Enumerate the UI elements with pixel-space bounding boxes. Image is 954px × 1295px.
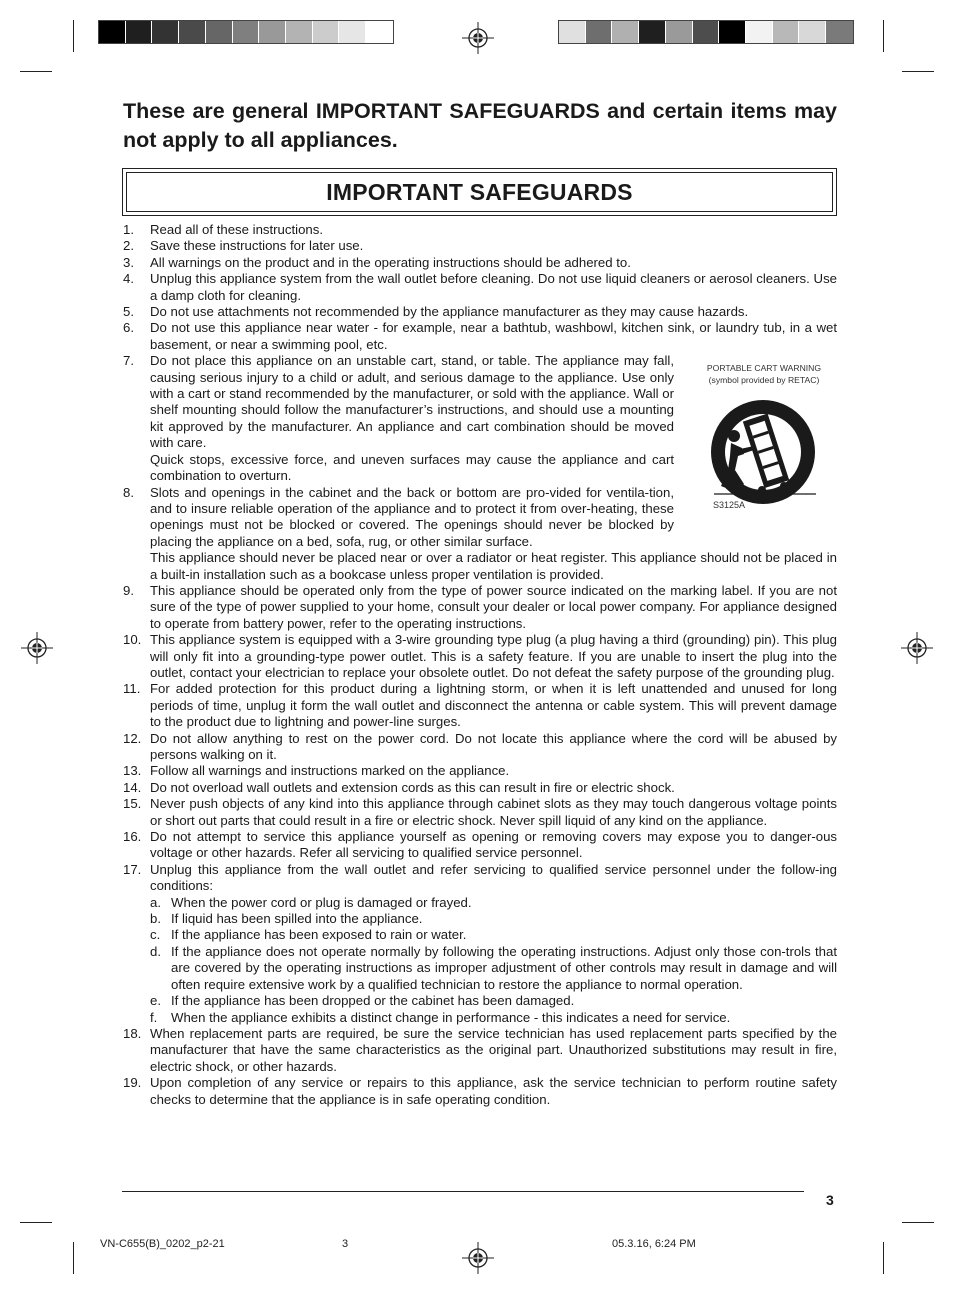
general-safeguards-heading: These are general IMPORTANT SAFEGUARDS and certain items may not apply to all appliances. (123, 99, 837, 152)
sub-item-text: When the appliance exhibits a distinct change in performance - this indicates a need for service. (171, 1009, 731, 1025)
sub-list-item (150, 1010, 837, 1026)
item-number: 16. (123, 829, 142, 845)
item-text: Never push objects of any kind into this appliance through cabinet slots as they may touch dangerous voltage points or short out parts that could result in a fire or electric shock. Never spill liquid of any kind on the appliance. (150, 796, 837, 828)
color-swatch (233, 21, 260, 43)
item-text: When replacement parts are required, be sure the service technician has used replacement parts specified by the manufacturer that have the same characteristics as the original part. Unauthorized substitutions may result in fire, electric shock, or other hazards. (150, 1025, 837, 1074)
list-item (123, 271, 837, 304)
crop-mark (20, 1222, 52, 1223)
item-text: Slots and openings in the cabinet and the back or bottom are pro-vided for ventila-tion, and to insure reliable operation of the appliance and to protect it from over-heating, these openings must not be blocked or covered. The openings should never be blocked by placing the appliance on a bed, sofa, rug, or other similar surface. (150, 484, 674, 549)
color-swatch (99, 21, 126, 43)
item-text: Do not attempt to service this appliance yourself as opening or removing covers may expose you to danger-ous voltage or other hazards. Refer all servicing to qualified service personnel. (150, 829, 837, 861)
list-item (123, 255, 837, 271)
item-text: All warnings on the product and in the operating instructions should be adhered to. (150, 254, 631, 270)
item-number: 11. (123, 681, 141, 697)
list-item (123, 1075, 837, 1108)
color-swatch (286, 21, 313, 43)
color-swatch (366, 21, 393, 43)
item-text: This appliance should be operated only from the type of power source indicated on the marking label. If you are not sure of the type of power supplied to your home, consult your dealer or local power company. For appliance designed to operate from battery power, refer to the operating instructions. (150, 582, 837, 631)
registration-mark-icon (462, 1242, 494, 1274)
color-swatch (259, 21, 286, 43)
crop-mark (73, 20, 74, 52)
color-bar-right (558, 20, 854, 44)
color-swatch (586, 21, 613, 43)
footer-date: 05.3.16, 6:24 PM (612, 1238, 696, 1250)
item-number: 13. (123, 763, 142, 779)
list-item (123, 763, 837, 779)
sub-item-text: If the appliance has been exposed to rain or water. (171, 927, 467, 943)
color-swatch (719, 21, 746, 43)
color-swatch (639, 21, 666, 43)
sub-item-text: If the appliance does not operate normally by following the operating instructions. Adjust only those con-trols that are covered by the operating instructions as improper adjustment of other controls may result in damage and will often require extensive work by a qualified technician to restore the appliance to normal operation. (171, 943, 837, 992)
list-item (123, 829, 837, 862)
item-number: 12. (123, 730, 142, 746)
sub-list-item (150, 927, 837, 943)
color-swatch (126, 21, 153, 43)
color-swatch (339, 21, 366, 43)
sub-item-letter: b. (150, 911, 161, 927)
color-swatch (559, 21, 586, 43)
item-text: Do not place this appliance on an unstable cart, stand, or table. The appliance may fall, causing serious injury to a child or adult, and serious damage to the appliance. Use only with a cart or stand recommended by the manufacturer, or sold with the appliance. Wall or shelf mounting should follow the manufacturer’s instructions, and should use a mounting kit approved by the manufacturer. An appliance and cart combination should be moved with care. (150, 353, 674, 451)
list-item (123, 780, 837, 796)
item-text-continued: This appliance should never be placed near or over a radiator or heat register. This appliance should not be placed in a built-in installation such as a bookcase unless proper ventilation is provided. (150, 550, 837, 582)
item-number: 2. (123, 238, 134, 254)
sub-list-item (150, 944, 837, 993)
page-number: 3 (826, 1192, 834, 1208)
crop-mark (20, 71, 52, 72)
list-item (123, 731, 837, 764)
item-text: Save these instructions for later use. (150, 238, 364, 254)
item-number: 4. (123, 271, 134, 287)
item-number: 19. (123, 1075, 142, 1091)
sub-item-letter: d. (150, 943, 161, 959)
color-bar-left (98, 20, 394, 44)
item-text: Unplug this appliance system from the wall outlet before cleaning. Do not use liquid cleaners or aerosol cleaners. Use a damp cloth for cleaning. (150, 271, 837, 303)
list-item (123, 583, 837, 632)
list-item (123, 862, 837, 1026)
footer-file-name: VN-C655(B)_0202_p2-21 (100, 1238, 225, 1250)
item-number: 18. (123, 1025, 142, 1041)
item-text: Upon completion of any service or repairs to this appliance, ask the service technician to perform routine safety checks to determine that the appliance is in safe operating condition. (150, 1075, 837, 1107)
item-text: Do not allow anything to rest on the power cord. Do not locate this appliance where the cord will be abused by persons walking on it. (150, 730, 837, 762)
color-swatch (612, 21, 639, 43)
list-item (123, 353, 837, 484)
list-item (123, 485, 837, 583)
item-text: For added protection for this product during a lightning storm, or when it is left unattended and unused for long periods of time, unplug it form the wall outlet and disconnect the antenna or cable system. This will prevent damage to the product due to lightning and power-line surges. (150, 681, 837, 730)
item-number: 17. (123, 861, 142, 877)
title-box (122, 168, 837, 216)
color-swatch (799, 21, 826, 43)
sub-item-letter: f. (150, 1009, 158, 1025)
sub-item-letter: c. (150, 927, 161, 943)
color-swatch (693, 21, 720, 43)
crop-mark (883, 1242, 884, 1274)
item-number: 15. (123, 796, 142, 812)
crop-mark (902, 1222, 934, 1223)
color-swatch (666, 21, 693, 43)
registration-mark-icon (901, 632, 933, 664)
color-swatch (206, 21, 233, 43)
item-number: 5. (123, 304, 134, 320)
color-swatch (773, 21, 800, 43)
item-number: 7. (123, 353, 134, 369)
list-item (123, 222, 837, 238)
item-text: This appliance system is equipped with a 3-wire grounding type plug (a plug having a third (grounding) pin). This plug will only fit into a grounding-type power outlet. This is a safety feature. If you are unable to insert the plug into the outlet, contact your electrician to replace your obsolete outlet. Do not defeat the safety purpose of the grounding plug. (150, 632, 837, 680)
registration-mark-icon (462, 22, 494, 54)
item-text-continued: Quick stops, excessive force, and uneven surfaces may cause the appliance and cart combination to overturn. (150, 451, 674, 484)
list-item (123, 796, 837, 829)
list-item (123, 632, 837, 681)
sub-item-text: When the power cord or plug is damaged or frayed. (171, 894, 472, 910)
sub-item-text: If liquid has been spilled into the appliance. (171, 911, 423, 927)
sub-item-letter: a. (150, 894, 161, 910)
sub-list-item (150, 895, 837, 911)
item-text: Do not use this appliance near water - for example, near a bathtub, washbowl, kitchen sink, or laundry tub, in a wet basement, or near a swimming pool, etc. (150, 320, 837, 352)
color-swatch (746, 21, 773, 43)
color-swatch (152, 21, 179, 43)
item-text: Follow all warnings and instructions marked on the appliance. (150, 763, 510, 779)
sub-list-item (150, 911, 837, 927)
crop-mark (73, 1242, 74, 1274)
item-number: 6. (123, 320, 134, 336)
item-text: Unplug this appliance from the wall outlet and refer servicing to qualified service personnel under the follow-ing conditions: (150, 861, 837, 894)
registration-mark-icon (21, 632, 53, 664)
item-number: 14. (123, 779, 142, 795)
sub-list-item (150, 993, 837, 1009)
cart-caption-line1: PORTABLE CART WARNING (706, 363, 822, 373)
cart-symbol-id: S3125A (713, 500, 746, 510)
list-item (123, 304, 837, 320)
color-swatch (313, 21, 340, 43)
list-item (123, 238, 837, 254)
color-swatch (179, 21, 206, 43)
sub-item-text: If the appliance has been dropped or the cabinet has been damaged. (171, 993, 575, 1009)
item-text: Read all of these instructions. (150, 222, 323, 237)
list-item (123, 1026, 837, 1075)
color-swatch (826, 21, 853, 43)
footer-rule (122, 1191, 804, 1192)
item-text: Do not use attachments not recommended by the appliance manufacturer as they may cause hazards. (150, 304, 749, 320)
box-title: IMPORTANT SAFEGUARDS (126, 172, 833, 212)
item-number: 10. (123, 632, 142, 648)
safeguards-list (123, 222, 837, 1108)
crop-mark (902, 71, 934, 72)
footer-page: 3 (342, 1238, 349, 1250)
item-text: Do not overload wall outlets and extension cords as this can result in fire or electric shock. (150, 779, 675, 795)
item-number: 8. (123, 484, 134, 500)
sub-item-letter: e. (150, 993, 161, 1009)
item-number: 3. (123, 254, 134, 270)
cart-caption-line2: (symbol provided by RETAC) (708, 375, 820, 385)
item-number: 1. (123, 222, 134, 237)
list-item (123, 681, 837, 730)
item-number: 9. (123, 582, 134, 598)
crop-mark (883, 20, 884, 52)
list-item (123, 320, 837, 353)
